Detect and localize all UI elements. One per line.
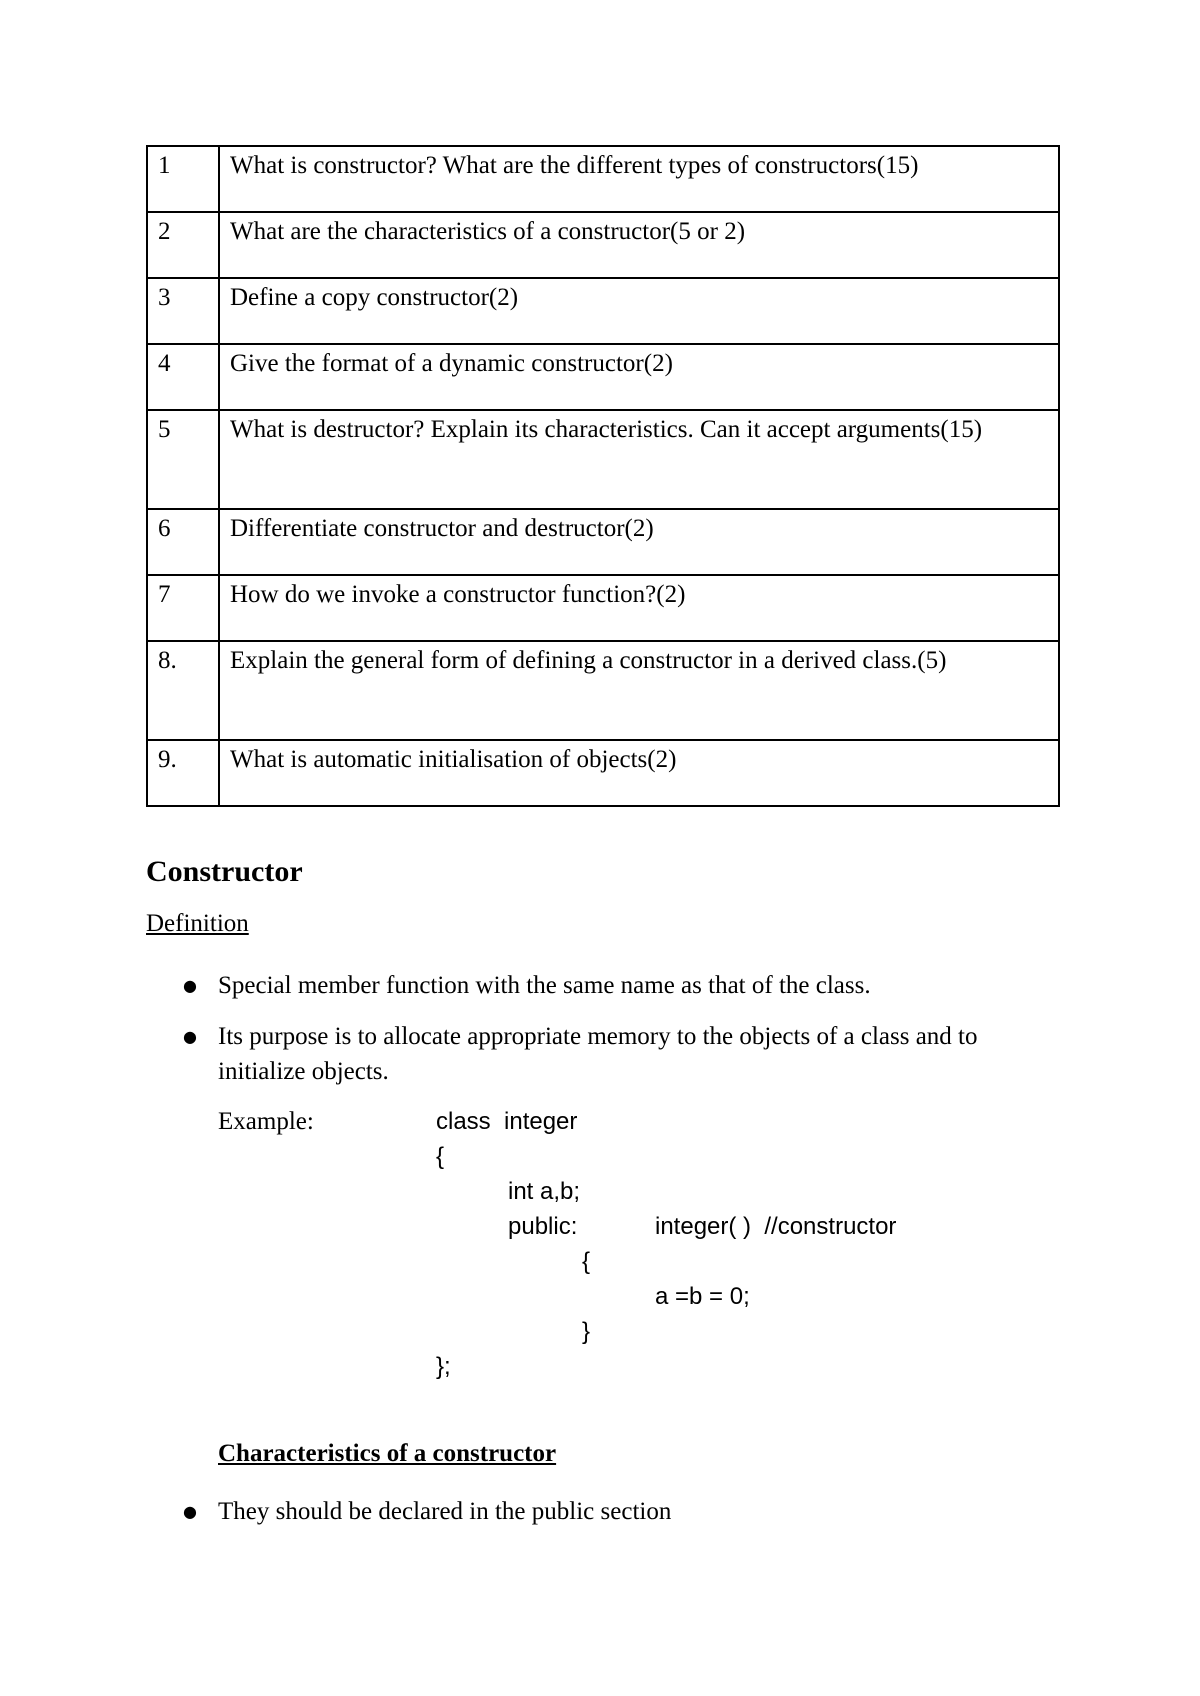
table-row (147, 278, 1059, 344)
bullet-text: Special member function with the same name as that of the class. (218, 972, 871, 999)
question-text: What are the characteristics of a constructor(5 or 2) (219, 212, 1059, 278)
question-number: 4 (147, 344, 219, 410)
question-text: Differentiate constructor and destructor(2) (219, 509, 1059, 575)
table-row (147, 575, 1059, 641)
list-item (183, 968, 1068, 1003)
code-line: } (582, 1318, 591, 1345)
question-text: What is constructor? What are the different types of constructors(15) (219, 146, 1059, 212)
question-text: What is automatic initialisation of objects(2) (219, 740, 1059, 806)
bullet-text: Its purpose is to allocate appropriate memory to the objects of a class and to initialize objects. (218, 1023, 978, 1085)
question-text: What is destructor? Explain its characteristics. Can it accept arguments(15) (219, 410, 1059, 509)
question-number: 5 (147, 410, 219, 509)
code-line: integer( ) //constructor (655, 1213, 897, 1240)
list-item (183, 1019, 1068, 1089)
table-row (147, 344, 1059, 410)
table-row (147, 740, 1059, 806)
definition-heading: Definition (146, 910, 249, 937)
questions-table (146, 145, 1060, 807)
code-line: a =b = 0; (655, 1283, 750, 1310)
question-number: 7 (147, 575, 219, 641)
code-line: public: (508, 1213, 578, 1240)
example-label: Example: (218, 1108, 314, 1135)
table-row (147, 410, 1059, 509)
table-row (147, 212, 1059, 278)
bullet-text: They should be declared in the public section (218, 1498, 672, 1525)
table-row (147, 509, 1059, 575)
code-line: { (436, 1143, 445, 1170)
question-number: 3 (147, 278, 219, 344)
question-number: 9. (147, 740, 219, 806)
code-line: }; (436, 1353, 451, 1380)
code-line: { (582, 1248, 591, 1275)
bullet-icon: ● (183, 1027, 197, 1046)
question-text: Give the format of a dynamic constructor(2) (219, 344, 1059, 410)
question-text: How do we invoke a constructor function?(2) (219, 575, 1059, 641)
question-text: Explain the general form of defining a constructor in a derived class.(5) (219, 641, 1059, 740)
question-number: 2 (147, 212, 219, 278)
code-line: int a,b; (508, 1178, 581, 1205)
question-number: 1 (147, 146, 219, 212)
section-title: Constructor (146, 855, 303, 888)
table-row (147, 146, 1059, 212)
bullet-icon: ● (183, 976, 197, 995)
list-item (183, 1494, 1068, 1529)
question-text: Define a copy constructor(2) (219, 278, 1059, 344)
question-number: 8. (147, 641, 219, 740)
table-row (147, 641, 1059, 740)
code-line: class integer (436, 1108, 578, 1135)
characteristics-heading: Characteristics of a constructor (218, 1440, 557, 1467)
question-number: 6 (147, 509, 219, 575)
bullet-icon: ● (183, 1502, 197, 1521)
